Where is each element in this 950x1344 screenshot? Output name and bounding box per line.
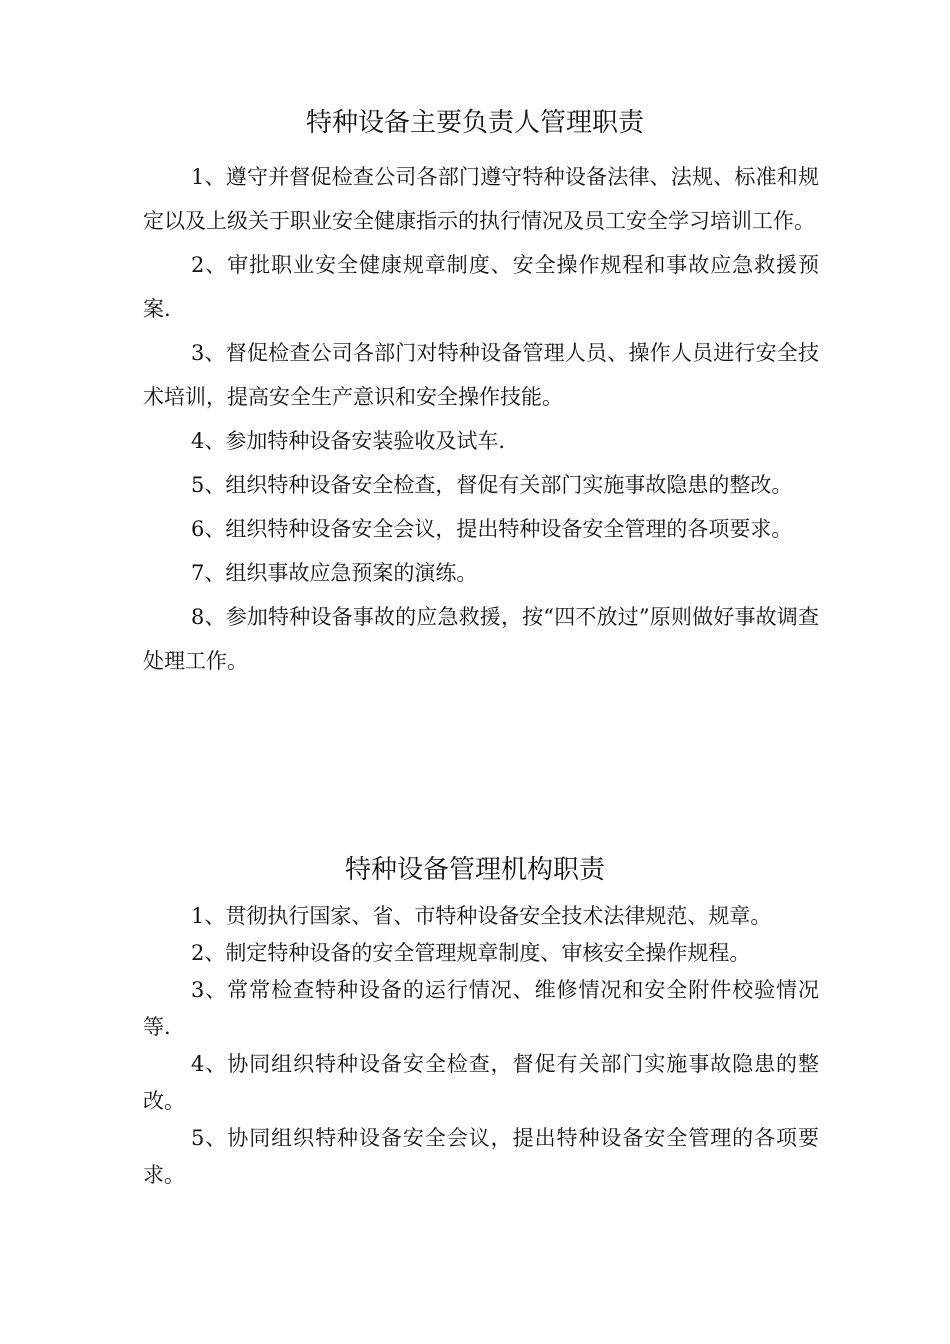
duty-item: 5、组织特种设备安全检查，督促有关部门实施事故隐患的整改。 <box>191 473 793 497</box>
responsible-person-duties-list <box>143 155 819 683</box>
duty-item: 3、督促检查公司各部门对特种设备管理人员、操作人员进行安全技术培训，提高安全生产意识和安全操作技能。 <box>143 341 819 409</box>
duty-item: 4、参加特种设备安装验收及试车. <box>191 429 506 453</box>
management-body-duties-list <box>143 898 819 1194</box>
duty-item: 5、协同组织特种设备安全会议，提出特种设备安全管理的各项要求。 <box>143 1126 819 1187</box>
duty-item: 1、遵守并督促检查公司各部门遵守特种设备法律、法规、标准和规定以及上级关于职业安全健康指示的执行情况及员工安全学习培训工作。 <box>143 165 819 233</box>
section-title-management-body: 特种设备管理机构职责 <box>344 855 605 885</box>
duty-item: 1、贯彻执行国家、省、市特种设备安全技术法律规范、规章。 <box>191 904 772 928</box>
duty-item: 4、协同组织特种设备安全检查，督促有关部门实施事故隐患的整改。 <box>143 1052 819 1113</box>
duty-item: 7、组织事故应急预案的演练。 <box>191 561 478 585</box>
duty-item: 3、常常检查特种设备的运行情况、维修情况和安全附件校验情况等. <box>143 978 819 1039</box>
section-title-responsible-person: 特种设备主要负责人管理职责 <box>305 108 644 138</box>
duty-item: 8、参加特种设备事故的应急救援，按“四不放过”原则做好事故调查处理工作。 <box>143 605 819 673</box>
duty-item: 2、审批职业安全健康规章制度、安全操作规程和事故应急救援预案. <box>143 253 819 321</box>
duty-item: 6、组织特种设备安全会议，提出特种设备安全管理的各项要求。 <box>191 517 793 541</box>
duty-item: 2、制定特种设备的安全管理规章制度、审核安全操作规程。 <box>191 941 751 965</box>
